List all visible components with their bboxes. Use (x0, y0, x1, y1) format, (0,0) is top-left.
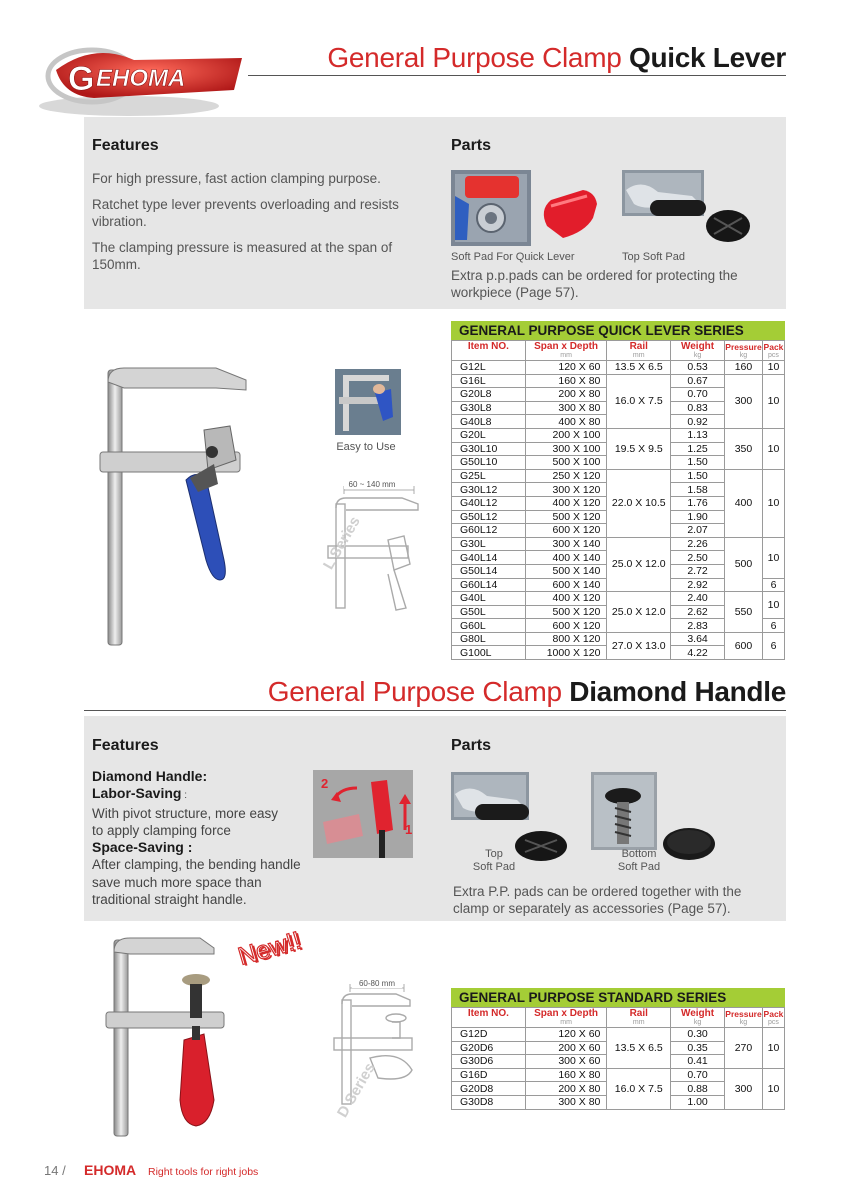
section2-title-bold: Diamond Handle (569, 676, 786, 707)
item-cell: G16D (452, 1068, 526, 1082)
column-header: Weight (680, 341, 715, 352)
weight-cell: 1.76 (671, 496, 725, 510)
table-row (452, 428, 785, 442)
item-cell: G40L12 (452, 496, 526, 510)
pressure-cell: 550 (724, 592, 762, 633)
column-unit: mm (632, 352, 645, 359)
span-cell: 120 X 60 (525, 361, 607, 375)
item-cell: G20D8 (452, 1082, 526, 1096)
section2-parts-heading: Parts (451, 737, 492, 754)
span-cell: 500 X 120 (525, 605, 607, 619)
item-cell: G30L8 (452, 401, 526, 415)
quick-lever-table-title: GENERAL PURPOSE QUICK LEVER SERIES (451, 321, 785, 340)
item-cell: G40L (452, 592, 526, 606)
span-cell: 400 X 120 (525, 496, 607, 510)
item-cell: G25L (452, 469, 526, 483)
table-row (452, 1068, 785, 1082)
column-unit: mm (632, 1019, 645, 1026)
page-number: 14 / (44, 1163, 66, 1178)
item-cell: G20L (452, 428, 526, 442)
item-cell: G80L (452, 632, 526, 646)
weight-cell: 2.72 (671, 564, 725, 578)
column-unit: mm (560, 1019, 572, 1026)
weight-cell: 1.13 (671, 428, 725, 442)
weight-cell: 0.70 (671, 1068, 725, 1082)
weight-cell: 1.50 (671, 456, 725, 470)
item-cell: G30L10 (452, 442, 526, 456)
diamond-handle-motion-image (313, 770, 413, 858)
weight-cell: 0.83 (671, 401, 725, 415)
part-caption: Top Soft Pad (622, 251, 685, 263)
section1-title-rule (248, 75, 786, 76)
feature-item: For high pressure, fast action clamping purpose. (92, 171, 381, 186)
span-cell: 400 X 140 (525, 551, 607, 565)
item-cell: G30L12 (452, 483, 526, 497)
standard-series-table-title: GENERAL PURPOSE STANDARD SERIES (451, 988, 785, 1007)
span-cell: 500 X 140 (525, 564, 607, 578)
feature-title: Diamond Handle: (92, 768, 208, 784)
column-header: Pack (763, 1009, 784, 1019)
feature-text: With pivot structure, more easy (92, 805, 279, 821)
part-caption: Top Soft Pad (472, 848, 516, 873)
easy-to-use-image (335, 369, 401, 435)
span-cell: 200 X 100 (525, 428, 607, 442)
item-cell: G20L8 (452, 388, 526, 402)
weight-cell: 2.26 (671, 537, 725, 551)
item-cell: G16L (452, 374, 526, 388)
weight-cell: 0.67 (671, 374, 725, 388)
pack-cell: 6 (762, 632, 784, 659)
table-row (452, 469, 785, 483)
item-cell: G20D6 (452, 1041, 526, 1055)
item-cell: G50L10 (452, 456, 526, 470)
span-cell: 600 X 140 (525, 578, 607, 592)
column-header: Rail (629, 341, 648, 352)
footer-brand: EHOMA (84, 1162, 137, 1178)
feature-text: save much more space than (92, 874, 262, 890)
rail-cell: 22.0 X 10.5 (607, 469, 671, 537)
column-header: Pack (763, 342, 784, 352)
pressure-cell: 160 (724, 361, 762, 375)
footer-tagline: Right tools for right jobs (148, 1166, 259, 1178)
span-cell: 120 X 60 (525, 1028, 607, 1042)
section2-features-heading: Features (92, 737, 159, 754)
section2-title-light: General Purpose Clamp (267, 676, 562, 707)
section2-title (268, 676, 786, 708)
pack-cell: 10 (762, 361, 784, 375)
weight-cell: 4.22 (671, 646, 725, 660)
weight-cell: 0.70 (671, 388, 725, 402)
item-cell: G12D (452, 1028, 526, 1042)
column-unit: kg (693, 352, 702, 359)
rail-cell: 25.0 X 12.0 (607, 537, 671, 591)
span-cell: 500 X 100 (525, 456, 607, 470)
pack-cell: 6 (762, 619, 784, 633)
section1-features-list (92, 170, 412, 282)
column-unit: kg (693, 1019, 702, 1026)
column-header: Span x Depth (534, 341, 599, 352)
section1-parts-heading: Parts (451, 137, 492, 154)
new-badge: New!! (235, 926, 305, 971)
pack-cell: 10 (762, 1028, 784, 1069)
column-header: Span x Depth (534, 1008, 599, 1019)
table-row (452, 374, 785, 388)
column-unit: pcs (768, 1019, 779, 1026)
weight-cell: 1.50 (671, 469, 725, 483)
column-unit: pcs (768, 352, 779, 359)
section1-title-light: General Purpose Clamp (327, 42, 622, 73)
item-cell: G40L14 (452, 551, 526, 565)
span-cell: 300 X 80 (525, 401, 607, 415)
weight-cell: 3.64 (671, 632, 725, 646)
span-cell: 160 X 80 (525, 1068, 607, 1082)
table-row (452, 1028, 785, 1042)
weight-cell: 2.07 (671, 524, 725, 538)
rail-cell: 13.5 X 6.5 (607, 1028, 671, 1069)
pressure-cell: 500 (724, 537, 762, 591)
d-series-line-drawing (330, 978, 420, 1108)
item-cell: G30D6 (452, 1055, 526, 1069)
rail-cell: 25.0 X 12.0 (607, 592, 671, 633)
weight-cell: 0.30 (671, 1028, 725, 1042)
span-cell: 200 X 80 (525, 388, 607, 402)
pressure-cell: 400 (724, 469, 762, 537)
item-cell: G12L (452, 361, 526, 375)
rail-cell: 19.5 X 9.5 (607, 428, 671, 469)
easy-to-use-caption: Easy to Use (336, 441, 396, 453)
feature-subtitle: Labor-Saving (92, 785, 182, 802)
section1-title-bold: Quick Lever (628, 42, 786, 73)
dimension-label: 60 ~ 140 mm (344, 480, 400, 489)
span-cell: 600 X 120 (525, 619, 607, 633)
span-cell: 800 X 120 (525, 632, 607, 646)
span-cell: 300 X 60 (525, 1055, 607, 1069)
item-cell: G50L14 (452, 564, 526, 578)
section2-features-text (92, 768, 317, 908)
item-cell: G40L8 (452, 415, 526, 429)
pack-cell: 10 (762, 1068, 784, 1109)
feature-item: Ratchet type lever prevents overloading and resists vibration. (92, 197, 399, 229)
feature-text: After clamping, the bending handle (92, 857, 301, 873)
span-cell: 200 X 60 (525, 1041, 607, 1055)
series-watermark: D Series (334, 1059, 379, 1121)
span-cell: 1000 X 120 (525, 646, 607, 660)
item-cell: G60L (452, 619, 526, 633)
weight-cell: 2.50 (671, 551, 725, 565)
part-caption: Bottom Soft Pad (617, 848, 661, 873)
pack-cell: 10 (762, 592, 784, 619)
weight-cell: 0.53 (671, 361, 725, 375)
table-row (452, 632, 785, 646)
pack-cell: 10 (762, 374, 784, 428)
column-header: Item NO. (467, 1008, 509, 1019)
weight-cell: 0.35 (671, 1041, 725, 1055)
column-header: Rail (629, 1008, 648, 1019)
column-unit: mm (560, 352, 572, 359)
weight-cell: 2.40 (671, 592, 725, 606)
span-cell: 400 X 120 (525, 592, 607, 606)
span-cell: 250 X 120 (525, 469, 607, 483)
section2-title-rule (84, 710, 786, 711)
table-header-row (452, 341, 785, 361)
span-cell: 160 X 80 (525, 374, 607, 388)
span-cell: 500 X 120 (525, 510, 607, 524)
column-header: Pressure (725, 1009, 762, 1019)
ehoma-logo (34, 40, 244, 120)
item-cell: G30D8 (452, 1095, 526, 1109)
item-cell: G100L (452, 646, 526, 660)
svg-text:G: G (68, 60, 95, 98)
pack-cell: 10 (762, 537, 784, 578)
dimension-label: 60-80 mm (352, 979, 402, 988)
column-header: Item NO. (467, 341, 509, 352)
feature-text: to apply clamping force (92, 822, 231, 838)
quick-lever-clamp-image (96, 360, 256, 650)
feature-subtitle: Space-Saving : (92, 839, 193, 856)
feature-item: The clamping pressure is measured at the span of 150mm. (92, 240, 393, 272)
pressure-cell: 350 (724, 428, 762, 469)
rail-cell: 27.0 X 13.0 (607, 632, 671, 659)
part-caption: Soft Pad For Quick Lever (451, 251, 575, 263)
table-row (452, 592, 785, 606)
span-cell: 300 X 80 (525, 1095, 607, 1109)
item-cell: G50L (452, 605, 526, 619)
step-number: 1 (405, 822, 413, 837)
rail-cell: 16.0 X 7.5 (607, 374, 671, 428)
column-header: Weight (680, 1008, 715, 1019)
span-cell: 200 X 80 (525, 1082, 607, 1096)
item-cell: G60L14 (452, 578, 526, 592)
section2-parts-note: Extra P.P. pads can be ordered together with the clamp or separately as accessories (Page 57). (453, 884, 742, 916)
column-unit: kg (739, 1019, 748, 1026)
weight-cell: 2.83 (671, 619, 725, 633)
rail-cell: 13.5 X 6.5 (607, 361, 671, 375)
weight-cell: 0.92 (671, 415, 725, 429)
column-header: Pressure (725, 342, 762, 352)
item-cell: G30L (452, 537, 526, 551)
soft-pad-quick-lever-image (451, 170, 601, 250)
item-cell: G50L12 (452, 510, 526, 524)
weight-cell: 0.41 (671, 1055, 725, 1069)
pack-cell: 6 (762, 578, 784, 592)
pressure-cell: 300 (724, 374, 762, 428)
weight-cell: 0.88 (671, 1082, 725, 1096)
column-unit: kg (739, 352, 748, 359)
series-watermark: L Series (320, 513, 364, 573)
span-cell: 400 X 80 (525, 415, 607, 429)
span-cell: 600 X 120 (525, 524, 607, 538)
svg-text:EHOMA: EHOMA (96, 65, 186, 92)
pressure-cell: 270 (724, 1028, 762, 1069)
table-header-row (452, 1008, 785, 1028)
span-cell: 300 X 100 (525, 442, 607, 456)
diamond-handle-clamp-image (100, 930, 230, 1140)
feature-text: traditional straight handle. (92, 892, 247, 908)
weight-cell: 1.00 (671, 1095, 725, 1109)
section1-parts-note: Extra p.p.pads can be ordered for protecting the workpiece (Page 57). (451, 268, 738, 300)
pack-cell: 10 (762, 469, 784, 537)
rail-cell: 16.0 X 7.5 (607, 1068, 671, 1109)
section1-title (327, 42, 786, 74)
span-cell: 300 X 140 (525, 537, 607, 551)
table-row (452, 361, 785, 375)
section1-features-heading: Features (92, 137, 159, 154)
feature-subtitle-row (92, 785, 317, 804)
weight-cell: 1.25 (671, 442, 725, 456)
weight-cell: 2.92 (671, 578, 725, 592)
step-number: 2 (321, 776, 329, 791)
weight-cell: 1.58 (671, 483, 725, 497)
pressure-cell: 600 (724, 632, 762, 659)
span-cell: 300 X 120 (525, 483, 607, 497)
table-row (452, 537, 785, 551)
pack-cell: 10 (762, 428, 784, 469)
item-cell: G60L12 (452, 524, 526, 538)
pressure-cell: 300 (724, 1068, 762, 1109)
top-soft-pad-image (622, 170, 752, 250)
quick-lever-spec-table (451, 340, 785, 660)
feature-subtitle-colon: : (181, 790, 188, 802)
standard-series-spec-table (451, 1007, 785, 1110)
weight-cell: 1.90 (671, 510, 725, 524)
weight-cell: 2.62 (671, 605, 725, 619)
